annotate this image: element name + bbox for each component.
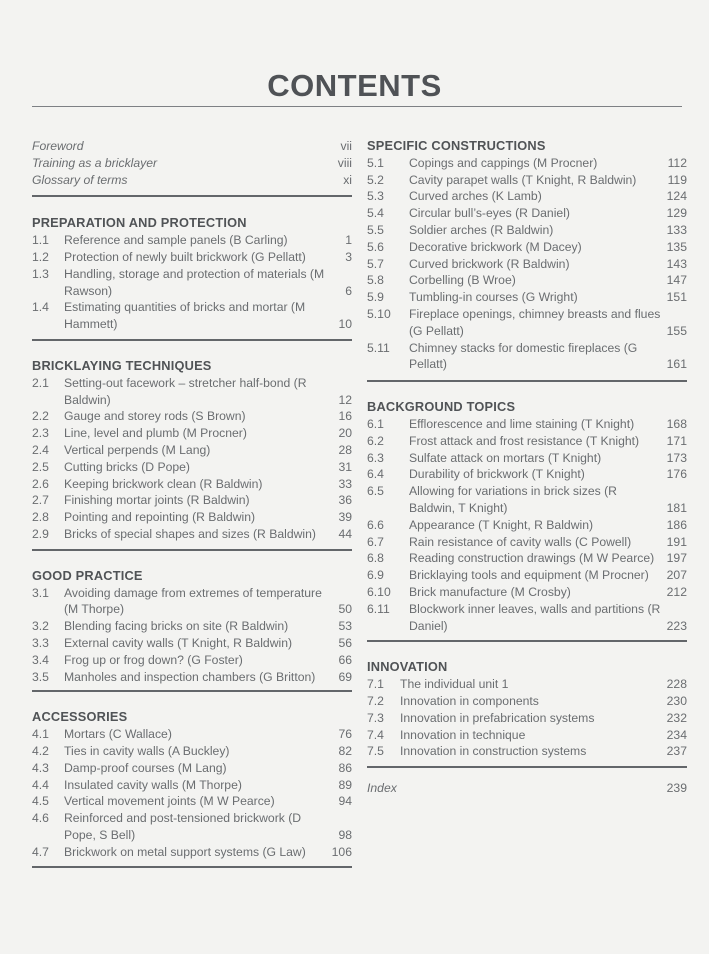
toc-entry[interactable] bbox=[367, 289, 687, 306]
entry-page: 16 bbox=[338, 409, 352, 424]
entry-title: Avoiding damage from extremes of temperature (M Thorpe) bbox=[64, 585, 322, 617]
entry-title: Brick manufacture (M Crosby) bbox=[409, 584, 571, 599]
entry-page: 207 bbox=[666, 568, 687, 583]
entry-number: 7.2 bbox=[367, 693, 384, 708]
entry-title: Estimating quantities of bricks and mortar (M Hammett) bbox=[64, 300, 306, 332]
toc-entry[interactable] bbox=[32, 844, 352, 861]
entry-page: xi bbox=[343, 172, 352, 187]
entry-title: Corbelling (B Wroe) bbox=[409, 273, 516, 288]
entry-page: 239 bbox=[666, 781, 687, 796]
entry-number: 5.8 bbox=[367, 273, 384, 288]
entry-number: 1.3 bbox=[32, 266, 49, 281]
entries bbox=[367, 155, 687, 373]
section-heading: ACCESSORIES bbox=[32, 709, 128, 725]
entry-number: 4.3 bbox=[32, 760, 49, 775]
section-divider bbox=[367, 380, 687, 382]
entry-number: 4.5 bbox=[32, 794, 49, 809]
entry-number: 2.4 bbox=[32, 442, 49, 457]
entry-page: 36 bbox=[338, 493, 352, 508]
entry-title: Vertical perpends (M Lang) bbox=[64, 442, 211, 457]
toc-entry[interactable] bbox=[32, 760, 352, 777]
toc-entry[interactable] bbox=[32, 652, 352, 669]
toc-entry[interactable] bbox=[32, 618, 352, 635]
entry-number: 5.2 bbox=[367, 172, 384, 187]
entry-page: 135 bbox=[666, 239, 687, 254]
entry-title: Frost attack and frost resistance (T Knight) bbox=[409, 433, 640, 448]
entry-number: 6.9 bbox=[367, 568, 384, 583]
entry-title: Blockwork inner leaves, walls and partitions (R Daniel) bbox=[409, 601, 661, 633]
entry-page: 94 bbox=[338, 794, 352, 809]
entry-page: 151 bbox=[666, 290, 687, 305]
section-innovation bbox=[367, 659, 687, 760]
entry-number: 5.6 bbox=[367, 239, 384, 254]
entry-number: 2.9 bbox=[32, 526, 49, 541]
entry-page: 168 bbox=[666, 416, 687, 431]
section-heading: INNOVATION bbox=[367, 659, 448, 675]
section-heading: GOOD PRACTICE bbox=[32, 567, 143, 583]
toc-entry[interactable] bbox=[32, 810, 352, 844]
entry-page: 181 bbox=[666, 500, 687, 515]
entry-title: Bricks of special shapes and sizes (R Baldwin) bbox=[64, 526, 316, 541]
entry-page: 106 bbox=[331, 844, 352, 859]
toc-entry[interactable] bbox=[367, 483, 687, 517]
section-bricklaying bbox=[32, 358, 352, 543]
entry-page: 234 bbox=[666, 727, 687, 742]
entry-title: Efflorescence and lime staining (T Knight) bbox=[409, 416, 635, 431]
toc-entry[interactable] bbox=[367, 517, 687, 534]
entry-title: Soldier arches (R Baldwin) bbox=[409, 222, 554, 237]
entries bbox=[367, 676, 687, 760]
section-background bbox=[367, 399, 687, 634]
entry-title: Brickwork on metal support systems (G Law) bbox=[64, 844, 306, 859]
entry-page: 230 bbox=[666, 693, 687, 708]
entry-page: 197 bbox=[666, 551, 687, 566]
entry-title: Allowing for variations in brick sizes (R Baldwin, T Knight) bbox=[409, 484, 617, 515]
front-matter bbox=[32, 138, 352, 188]
toc-entry[interactable] bbox=[367, 205, 687, 222]
entry-title: Manholes and inspection chambers (G Britton) bbox=[64, 669, 316, 684]
entry-number: 6.6 bbox=[367, 517, 384, 532]
section-divider bbox=[32, 690, 352, 692]
entry-page: 28 bbox=[338, 442, 352, 457]
toc-entry[interactable] bbox=[32, 743, 352, 760]
entry-number: 5.1 bbox=[367, 155, 384, 170]
entry-title: Insulated cavity walls (M Thorpe) bbox=[64, 777, 242, 792]
entry-number: 4.2 bbox=[32, 743, 49, 758]
toc-entry[interactable] bbox=[32, 585, 352, 619]
entry-title: Innovation in technique bbox=[400, 727, 526, 742]
toc-entry[interactable] bbox=[367, 693, 687, 710]
entry-number: 6.3 bbox=[367, 450, 384, 465]
toc-entry[interactable] bbox=[32, 459, 352, 476]
entry-title: Reinforced and post-tensioned brickwork (D Pope, S Bell) bbox=[64, 811, 302, 842]
entry-number: 4.7 bbox=[32, 844, 49, 859]
section-heading: BRICKLAYING TECHNIQUES bbox=[32, 357, 212, 373]
page-title: CONTENTS bbox=[267, 68, 442, 103]
entry-title: Bricklaying tools and equipment (M Procner) bbox=[409, 568, 649, 583]
entry-page: 98 bbox=[338, 827, 352, 842]
entry-number: 3.4 bbox=[32, 652, 49, 667]
entry-number: 3.3 bbox=[32, 635, 49, 650]
toc-entry[interactable] bbox=[367, 534, 687, 551]
entry-title: Fireplace openings, chimney breasts and flues (G Pellatt) bbox=[409, 306, 661, 338]
entry-page: 56 bbox=[338, 635, 352, 650]
entry-title: Pointing and repointing (R Baldwin) bbox=[64, 510, 256, 525]
entry-page: 228 bbox=[666, 677, 687, 692]
entry-title: Decorative brickwork (M Dacey) bbox=[409, 239, 582, 254]
entry-page: 237 bbox=[666, 744, 687, 759]
entry-number: 3.1 bbox=[32, 585, 49, 600]
entry-page: 33 bbox=[338, 476, 352, 491]
toc-entry[interactable] bbox=[32, 793, 352, 810]
toc-entry[interactable] bbox=[32, 408, 352, 425]
entry-title: Ties in cavity walls (A Buckley) bbox=[64, 743, 230, 758]
section-divider bbox=[32, 549, 352, 551]
entry-page: 186 bbox=[666, 517, 687, 532]
entry-page: 6 bbox=[345, 283, 352, 298]
entry-title: Cavity parapet walls (T Knight, R Baldwin) bbox=[409, 172, 637, 187]
entry-page: vii bbox=[340, 139, 352, 153]
entries bbox=[32, 585, 352, 686]
entry-title: Index bbox=[367, 781, 397, 796]
toc-entry[interactable] bbox=[32, 492, 352, 509]
toc-entry[interactable] bbox=[367, 222, 687, 239]
entry-title: Mortars (C Wallace) bbox=[64, 727, 172, 742]
entry-title: Durability of brickwork (T Knight) bbox=[409, 467, 585, 482]
entry-title: Blending facing bricks on site (R Baldwin) bbox=[64, 619, 289, 634]
toc-entry[interactable] bbox=[367, 567, 687, 584]
toc-entry[interactable] bbox=[367, 272, 687, 289]
entry-page: 12 bbox=[338, 392, 352, 407]
entry-number: 6.2 bbox=[367, 433, 384, 448]
entry-title: Frog up or frog down? (G Foster) bbox=[64, 652, 243, 667]
entry-page: 223 bbox=[666, 618, 687, 633]
entry-page: 112 bbox=[667, 155, 687, 170]
entry-title: Reading construction drawings (M W Pearce) bbox=[409, 551, 655, 566]
entries bbox=[32, 375, 352, 543]
entry-number: 6.7 bbox=[367, 534, 384, 549]
toc-entry[interactable] bbox=[32, 777, 352, 794]
entry-page: 161 bbox=[666, 357, 687, 372]
entry-title: Chimney stacks for domestic fireplaces (G Pellatt) bbox=[409, 340, 638, 372]
entry-number: 4.6 bbox=[32, 811, 49, 826]
entry-number: 6.1 bbox=[367, 416, 384, 431]
entry-title: Setting-out facework – stretcher half-bond (R Baldwin) bbox=[64, 375, 307, 407]
entry-number: 1.2 bbox=[32, 249, 49, 264]
entry-page: 147 bbox=[666, 273, 687, 288]
toc-entry[interactable] bbox=[367, 743, 687, 760]
entry-number: 2.3 bbox=[32, 426, 49, 441]
entry-page: 76 bbox=[338, 727, 352, 742]
toc-entry[interactable] bbox=[32, 476, 352, 493]
toc-entry[interactable] bbox=[32, 425, 352, 442]
entry-number: 7.3 bbox=[367, 710, 384, 725]
toc-entry[interactable] bbox=[367, 188, 687, 205]
toc-entry[interactable] bbox=[367, 306, 687, 340]
entry-title: External cavity walls (T Knight, R Baldwin) bbox=[64, 635, 293, 650]
toc-entry[interactable] bbox=[32, 726, 352, 743]
toc-entry[interactable] bbox=[32, 266, 352, 300]
front-entry[interactable] bbox=[32, 155, 352, 172]
entry-title: Finishing mortar joints (R Baldwin) bbox=[64, 493, 250, 508]
entry-title: Vertical movement joints (M W Pearce) bbox=[64, 794, 275, 809]
toc-entry[interactable] bbox=[367, 727, 687, 744]
entry-title: Rain resistance of cavity walls (C Powell) bbox=[409, 534, 632, 549]
entry-number: 1.4 bbox=[32, 300, 49, 315]
entries bbox=[32, 232, 352, 333]
entry-title: Tumbling-in courses (G Wright) bbox=[409, 290, 578, 305]
entry-number: 2.1 bbox=[32, 375, 49, 390]
toc-entry[interactable] bbox=[367, 433, 687, 450]
entry-page: 173 bbox=[666, 450, 687, 465]
section-divider bbox=[32, 866, 352, 868]
entry-number: 3.2 bbox=[32, 619, 49, 634]
entry-number: 4.1 bbox=[32, 727, 49, 742]
entry-number: 6.11 bbox=[367, 601, 390, 616]
entry-number: 4.4 bbox=[32, 777, 49, 792]
entry-number: 5.11 bbox=[367, 340, 390, 355]
section-divider bbox=[32, 195, 352, 197]
entry-page: 119 bbox=[667, 172, 687, 187]
entry-number: 1.1 bbox=[32, 233, 49, 248]
section-heading: BACKGROUND TOPICS bbox=[367, 399, 516, 415]
toc-entry[interactable] bbox=[32, 509, 352, 526]
entry-title: Glossary of terms bbox=[32, 172, 128, 187]
section-preparation bbox=[32, 215, 352, 333]
entry-number: 5.4 bbox=[367, 206, 384, 221]
entry-number: 7.4 bbox=[367, 727, 384, 742]
entry-page: 69 bbox=[338, 669, 352, 684]
toc-entry[interactable] bbox=[367, 172, 687, 189]
entry-title: Copings and cappings (M Procner) bbox=[409, 155, 598, 170]
entry-number: 2.5 bbox=[32, 459, 49, 474]
entry-number: 5.5 bbox=[367, 222, 384, 237]
entry-page: 89 bbox=[338, 777, 352, 792]
toc-entry[interactable] bbox=[32, 442, 352, 459]
entry-title: Curved brickwork (R Baldwin) bbox=[409, 256, 570, 271]
section-divider bbox=[32, 339, 352, 341]
section-good-practice bbox=[32, 568, 352, 686]
entry-page: 143 bbox=[666, 256, 687, 271]
entry-number: 5.3 bbox=[367, 189, 384, 204]
entry-page: 124 bbox=[666, 189, 687, 204]
section-divider bbox=[367, 640, 687, 642]
toc-entry[interactable] bbox=[367, 340, 687, 374]
entry-title: Innovation in components bbox=[400, 693, 539, 708]
toc-entry[interactable] bbox=[32, 232, 352, 249]
entry-page: 129 bbox=[666, 206, 687, 221]
entry-page: 50 bbox=[338, 602, 352, 617]
front-entry[interactable] bbox=[32, 138, 352, 155]
section-accessories bbox=[32, 709, 352, 860]
toc-entry[interactable] bbox=[367, 584, 687, 601]
entry-page: 3 bbox=[345, 249, 352, 264]
entry-page: 10 bbox=[338, 317, 352, 332]
entry-number: 6.8 bbox=[367, 551, 384, 566]
toc-entry[interactable] bbox=[367, 256, 687, 273]
entries bbox=[32, 726, 352, 860]
entry-title: Innovation in prefabrication systems bbox=[400, 710, 595, 725]
entry-page: 39 bbox=[338, 510, 352, 525]
entry-number: 5.7 bbox=[367, 256, 384, 271]
entry-page: 86 bbox=[338, 760, 352, 775]
index-entry[interactable] bbox=[367, 780, 687, 797]
entry-title: The individual unit 1 bbox=[400, 677, 509, 692]
toc-entry[interactable] bbox=[367, 550, 687, 567]
entry-title: Line, level and plumb (M Procner) bbox=[64, 426, 247, 441]
entry-number: 5.9 bbox=[367, 290, 384, 305]
toc-entry[interactable] bbox=[32, 526, 352, 543]
entry-title: Gauge and storey rods (S Brown) bbox=[64, 409, 246, 424]
toc-entry[interactable] bbox=[32, 669, 352, 686]
entry-title: Sulfate attack on mortars (T Knight) bbox=[409, 450, 602, 465]
entry-number: 7.1 bbox=[367, 677, 384, 692]
entry-title: Damp-proof courses (M Lang) bbox=[64, 760, 227, 775]
toc-entry[interactable] bbox=[32, 635, 352, 652]
entry-number: 7.5 bbox=[367, 744, 384, 759]
front-entry[interactable] bbox=[32, 172, 352, 189]
entry-page: 1 bbox=[345, 233, 352, 248]
entry-title: Handling, storage and protection of materials (M Rawson) bbox=[64, 266, 325, 298]
toc-entry[interactable] bbox=[367, 466, 687, 483]
entry-title: Reference and sample panels (B Carling) bbox=[64, 233, 288, 248]
entry-number: 6.5 bbox=[367, 484, 384, 499]
section-specific bbox=[367, 138, 687, 373]
entry-title: Foreword bbox=[32, 139, 84, 153]
toc-entry[interactable] bbox=[32, 299, 352, 333]
section-heading: SPECIFIC CONSTRUCTIONS bbox=[367, 138, 546, 153]
entry-number: 5.10 bbox=[367, 306, 391, 321]
entry-page: 133 bbox=[666, 222, 687, 237]
toc-entry[interactable] bbox=[367, 601, 687, 635]
toc-entry[interactable] bbox=[367, 450, 687, 467]
toc-entry[interactable] bbox=[32, 375, 352, 409]
section-heading: PREPARATION AND PROTECTION bbox=[32, 215, 247, 231]
title-rule bbox=[32, 106, 682, 107]
entry-page: 20 bbox=[338, 426, 352, 441]
entry-page: 31 bbox=[338, 459, 352, 474]
entry-page: 232 bbox=[666, 710, 687, 725]
entry-page: 155 bbox=[666, 323, 687, 338]
entry-title: Cutting bricks (D Pope) bbox=[64, 459, 190, 474]
entry-title: Appearance (T Knight, R Baldwin) bbox=[409, 517, 594, 532]
toc-entry[interactable] bbox=[367, 676, 687, 693]
entry-title: Keeping brickwork clean (R Baldwin) bbox=[64, 476, 263, 491]
toc-entry[interactable] bbox=[367, 416, 687, 433]
entry-page: 171 bbox=[666, 433, 687, 448]
entry-title: Protection of newly built brickwork (G Pellatt) bbox=[64, 249, 306, 264]
section-divider bbox=[367, 766, 687, 768]
entry-title: Training as a bricklayer bbox=[32, 155, 158, 170]
toc-entry[interactable] bbox=[32, 249, 352, 266]
toc-entry[interactable] bbox=[367, 239, 687, 256]
entry-number: 2.6 bbox=[32, 476, 49, 491]
entry-page: 191 bbox=[666, 534, 687, 549]
entry-page: 53 bbox=[338, 619, 352, 634]
entry-number: 2.8 bbox=[32, 510, 49, 525]
entry-page: 82 bbox=[338, 743, 352, 758]
entry-page: 44 bbox=[338, 526, 352, 541]
entry-title: Innovation in construction systems bbox=[400, 744, 587, 759]
entry-page: 66 bbox=[338, 652, 352, 667]
entry-title: Circular bull’s-eyes (R Daniel) bbox=[409, 206, 570, 221]
entry-number: 2.2 bbox=[32, 409, 49, 424]
right-column bbox=[367, 138, 687, 797]
entry-page: 176 bbox=[666, 467, 687, 482]
toc-entry[interactable] bbox=[367, 710, 687, 727]
entry-title: Curved arches (K Lamb) bbox=[409, 189, 542, 204]
entry-page: 212 bbox=[666, 584, 687, 599]
entries bbox=[367, 416, 687, 634]
entry-number: 6.10 bbox=[367, 584, 391, 599]
entry-number: 2.7 bbox=[32, 493, 49, 508]
entry-page: viii bbox=[337, 155, 352, 170]
entry-number: 3.5 bbox=[32, 669, 49, 684]
toc-entry[interactable] bbox=[367, 155, 687, 172]
entry-number: 6.4 bbox=[367, 467, 384, 482]
left-column bbox=[32, 138, 352, 868]
